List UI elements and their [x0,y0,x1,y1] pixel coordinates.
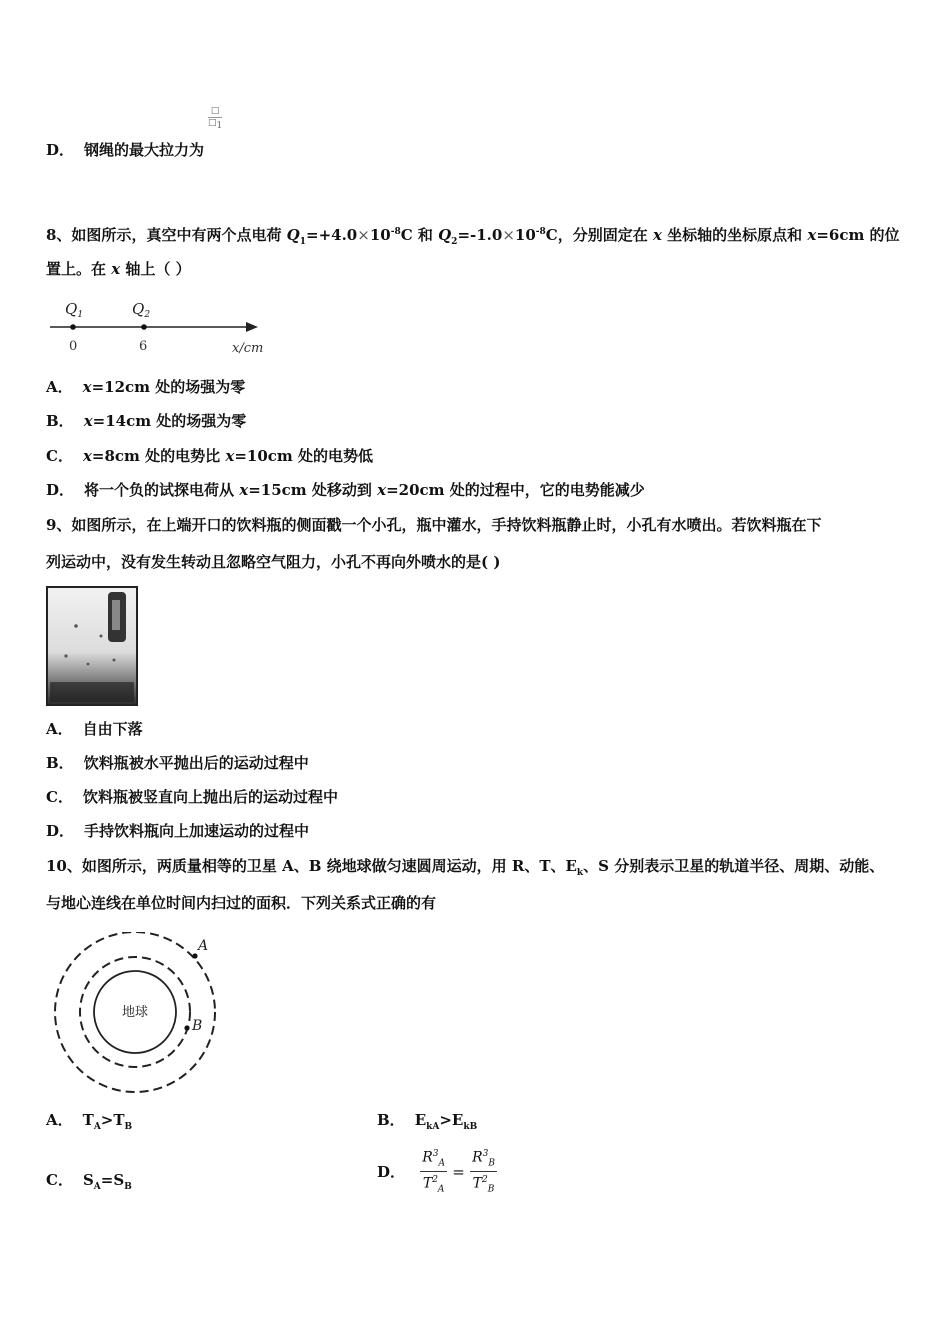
q9-option-c [46,787,338,807]
q9-option-c-text: 饮料瓶被竖直向上抛出后的运动过程中 [82,788,338,806]
q9-stem2-text: 列运动中，没有发生转动且忽略空气阻力，小孔不再向外喷水的是( ) [46,553,501,571]
q8-option-a-var: x [82,378,92,396]
q8-q2-label [132,300,150,320]
q9-option-a-text: 自由下落 [82,720,143,738]
q8-option-d-var: x [239,481,249,499]
q8-s1-exp1: -8 [390,227,401,237]
q8-s1a: 8、如图所示，真空中有两个点电荷 [46,226,287,244]
q10-c-op: = [100,1171,114,1189]
q8-stem-line1 [46,222,900,252]
q10-stem-line1 [46,856,884,883]
q10-c-t1: S [82,1171,94,1189]
q8-tick-6: 6 [139,339,148,354]
q10-option-b [377,1110,477,1137]
q8-s1e: =-1.0 [457,226,503,244]
q9-stem1-text: 9、如图所示，在上端开口的饮料瓶的侧面戳一个小孔，瓶中灌水，手持饮料瓶静止时，小孔有水喷出。若饮料瓶在下 [46,516,822,534]
q10-d-ra-sub: A [438,1158,446,1169]
q8-axis-arrow [246,322,258,332]
q8-option-c [46,446,373,466]
q8-s1g: C，分别固定在 [545,226,653,244]
q9-photo-floor [50,682,134,702]
q8-s1-x: x [652,226,662,244]
q9-option-b-text: 饮料瓶被水平抛出后的运动过程中 [83,754,309,772]
q8-s1-x2: x [807,226,817,244]
q10-b-s2: kB [463,1122,478,1132]
q10-earth-label: 地球 [122,1005,149,1020]
q7-option-d-letter: D． [46,141,75,159]
q8-s1-q2sub: 2 [451,237,458,247]
q10-stem1-sub: k [576,868,584,878]
q10-stem1-text: 10、如图所示，两质量相等的卫星 A、B 绕地球做匀速圆周运动，用 R、T、E [46,857,577,875]
q7-tiny-fraction [208,106,222,132]
q10-d-tb-sup: 2 [482,1175,488,1186]
q8-option-b-text: =14cm 处的场强为零 [92,412,247,430]
q8-option-d-text2: =20cm 处的过程中，它的电势能减少 [386,481,645,499]
q8-option-b-letter: B． [46,412,74,430]
q8-option-d-var2: x [377,481,387,499]
q10-a-t2: T [113,1111,125,1129]
q10-c-t2: S [113,1171,125,1189]
q8-q2-sub: 2 [144,310,151,320]
q8-charge-q2-dot [141,324,147,330]
q10-option-a [46,1110,132,1137]
q9-option-b [46,753,309,773]
q10-satellite-a-label: A [198,938,209,954]
q7-option-d-text: 钢绳的最大拉力为 [84,141,205,159]
q7-frac-den-sub: 1 [216,120,223,131]
q8-option-d-pre: 将一个负的试探电荷从 [84,481,240,499]
q9-water-drop [74,624,78,628]
q10-a-s2: B [124,1122,133,1132]
q10-option-a-letter: A． [46,1111,73,1129]
q10-d-left-num [420,1146,447,1172]
q8-charge-q1-dot [70,324,76,330]
q10-d-ta-sup: 2 [432,1175,438,1186]
q10-d-rb: R [472,1149,483,1166]
q10-d-ta-sub: A [437,1184,445,1195]
q7-frac-num: □ [208,106,222,118]
q9-option-a-letter: A． [46,720,73,738]
q10-satellite-b-label: B [192,1018,203,1034]
q10-d-right-fraction [470,1146,497,1198]
q9-stem-line1 [46,515,821,535]
q8-option-c-letter: C． [46,447,73,465]
q8-s1h: 坐标轴的坐标原点和 [661,226,808,244]
q8-option-a-text: =12cm 处的场强为零 [91,378,246,396]
q9-option-c-letter: C． [46,788,73,806]
q9-option-d-letter: D． [46,822,75,840]
q10-stem1-end: 、S 分别表示卫星的轨道半径、周期、动能、 [583,857,885,875]
q9-option-a [46,719,143,739]
q9-water-drop [87,663,90,666]
q10-d-tb-sub: B [487,1184,495,1195]
q8-s1-q1sub: 1 [299,237,307,247]
q8-option-c-text2: =10cm 处的电势低 [234,447,373,465]
q9-water-drop [100,635,103,638]
q8-tick-0: 0 [69,339,78,354]
q10-c-s2: B [124,1182,132,1192]
q8-s1-exp2: -8 [535,227,546,237]
q9-stem-line2 [46,552,500,572]
q8-s2a: 置上。在 [46,260,112,278]
q10-option-c-letter: C． [46,1171,73,1189]
q8-s1i: =6cm 的位 [816,226,900,244]
q9-water-drop [113,659,116,662]
q10-d-right-num [470,1146,497,1172]
q10-option-d-letter: D． [377,1162,406,1181]
q10-satellite-b-dot [184,1025,189,1030]
q10-b-t1: E [414,1111,427,1129]
q8-axis-figure [46,296,276,360]
q8-q1-letter: Q [65,300,78,318]
q10-d-tb: T [472,1176,483,1193]
q10-stem-line2 [46,893,436,913]
q7-frac-den [208,118,223,131]
q8-s1-times2: × [502,226,515,244]
q8-s1c: 10 [369,226,391,244]
q8-option-a [46,377,245,397]
q10-d-eq: = [452,1162,465,1181]
q10-d-left-fraction [420,1146,447,1198]
q9-bottle-label [112,600,120,630]
q8-option-d-letter: D． [46,481,75,499]
q9-option-d-text: 手持饮料瓶向上加速运动的过程中 [84,822,310,840]
q7-option-d [46,140,204,160]
q8-option-d-text: =15cm 处移动到 [248,481,378,499]
q8-option-c-text: =8cm 处的电势比 [91,447,226,465]
q8-s2b: 轴上（ ） [120,260,191,278]
q10-d-left-den [420,1172,447,1197]
q9-water-drop [64,654,67,657]
q9-option-b-letter: B． [46,754,74,772]
q8-q2-letter: Q [132,300,145,318]
q8-s1-q1: Q [286,226,300,244]
q8-q1-label [65,300,83,320]
q8-axis-label: x/cm [232,341,264,356]
q10-d-ta: T [422,1176,433,1193]
q10-b-op: > [439,1111,452,1129]
q9-option-d [46,821,309,841]
q8-stem-line2 [46,259,191,279]
q10-stem2-text: 与地心连线在单位时间内扫过的面积．下列关系式正确的有 [46,894,437,912]
q10-d-right-den [470,1172,497,1197]
q10-d-ra: R [422,1149,433,1166]
q9-bottle-photo [46,586,138,706]
q10-d-ra-sup: 3 [432,1149,439,1159]
q8-s2-x: x [111,260,121,278]
q10-option-d [377,1146,497,1198]
q10-b-t2: E [451,1111,464,1129]
q10-a-op: > [100,1111,114,1129]
q8-option-c-var2: x [225,447,235,465]
q7-frac-den-box: □ [208,118,217,128]
q8-q1-sub: 1 [77,310,84,320]
q8-s1b: =+4.0 [306,226,358,244]
q10-a-t1: T [82,1111,94,1129]
q8-s1f: 10 [514,226,536,244]
q10-c-s1: A [93,1182,101,1192]
q10-b-s1: kA [426,1122,440,1132]
q8-option-d [46,480,645,500]
q10-satellite-a-dot [192,953,197,958]
q10-d-rb-sup: 3 [482,1149,489,1159]
q10-orbit-figure [52,932,222,1096]
q10-option-b-letter: B． [377,1111,405,1129]
q8-option-b-var: x [83,412,93,430]
q8-option-a-letter: A． [46,378,73,396]
q8-option-b [46,411,246,431]
q10-a-s1: A [93,1122,101,1132]
q10-option-c [46,1170,132,1197]
q10-d-rb-sub: B [488,1158,495,1169]
q8-s1d: C 和 [400,226,439,244]
q8-option-c-var: x [82,447,92,465]
q8-s1-q2: Q [438,226,452,244]
q8-s1-times1: × [357,226,370,244]
